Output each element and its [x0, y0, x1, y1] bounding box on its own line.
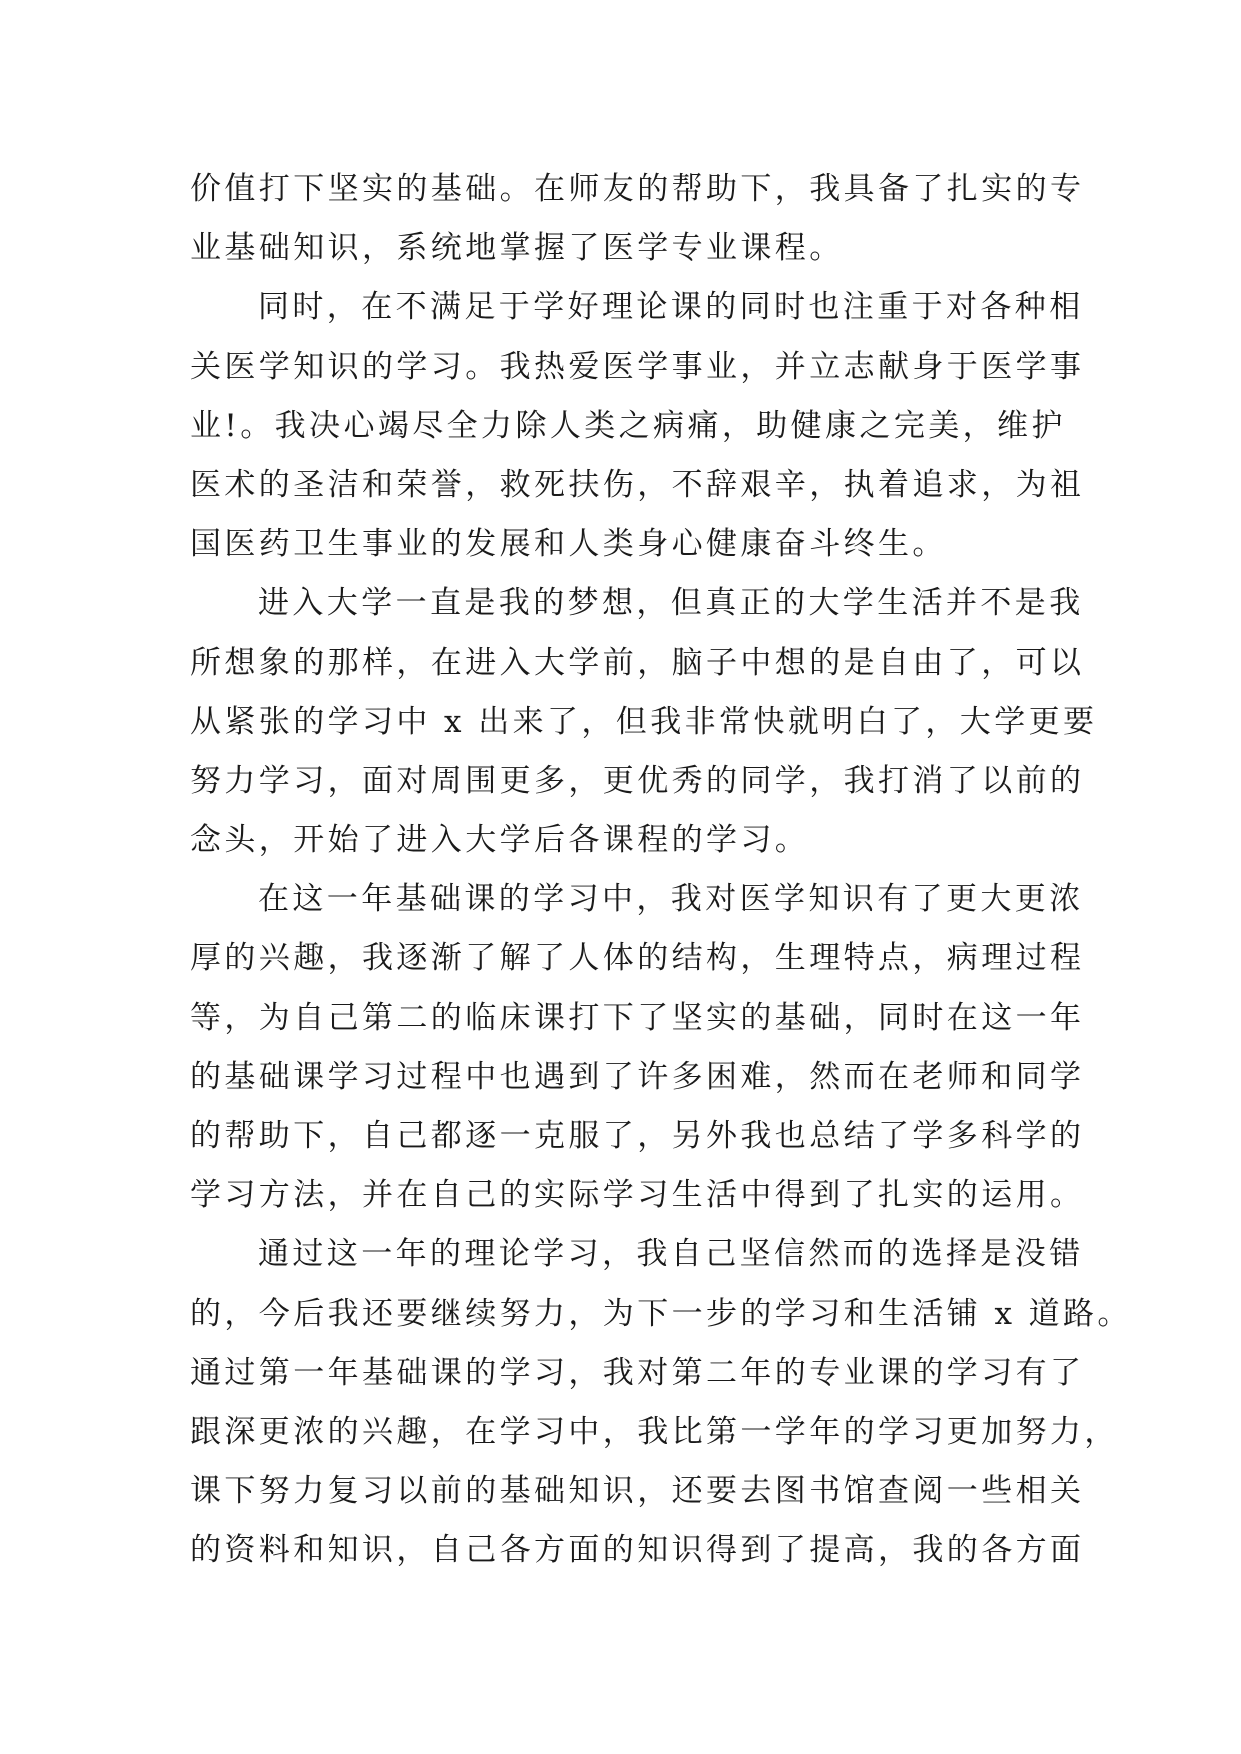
paragraph-start-line: 进入大学一直是我的梦想，但真正的大学生活并不是我	[258, 585, 1084, 622]
text-line: 业基础知识，系统地掌握了医学专业课程。	[190, 230, 844, 267]
text-line: 医术的圣洁和荣誉，救死扶伤，不辞艰辛，执着追求，为祖	[190, 466, 1085, 503]
paragraph-start-line: 在这一年基础课的学习中，我对医学知识有了更大更浓	[258, 881, 1084, 918]
text-line: 跟深更浓的兴趣，在学习中，我比第一学年的学习更加努力，	[190, 1413, 1119, 1450]
text-line: 所想象的那样，在进入大学前，脑子中想的是自由了，可以	[190, 644, 1085, 681]
paragraph-start-line: 通过这一年的理论学习，我自己坚信然而的选择是没错	[258, 1236, 1084, 1273]
text-line: 业!。我决心竭尽全力除人类之病痛，助健康之完美，维护	[190, 407, 1066, 444]
text-line: 关医学知识的学习。我热爱医学事业，并立志献身于医学事	[190, 348, 1085, 385]
text-line: 念头，开始了进入大学后各课程的学习。	[190, 822, 810, 859]
text-line: 价值打下坚实的基础。在师友的帮助下，我具备了扎实的专	[190, 171, 1085, 207]
document-body	[190, 160, 1132, 1581]
text-line: 的，今后我还要继续努力，为下一步的学习和生活铺 x 道路。	[190, 1295, 1132, 1332]
text-line: 厚的兴趣，我逐渐了解了人体的结构，生理特点，病理过程	[190, 940, 1085, 977]
text-line: 的资料和知识，自己各方面的知识得到了提高，我的各方面	[190, 1532, 1085, 1569]
text-line: 的帮助下，自己都逐一克服了，另外我也总结了学多科学的	[190, 1118, 1085, 1154]
text-line: 从紧张的学习中 x 出来了，但我非常快就明白了，大学更要	[190, 703, 1098, 740]
text-line: 学习方法，并在自己的实际学习生活中得到了扎实的运用。	[190, 1177, 1085, 1214]
paragraph-start-line: 同时，在不满足于学好理论课的同时也注重于对各种相	[258, 289, 1084, 326]
text-line: 的基础课学习过程中也遇到了许多困难，然而在老师和同学	[190, 1058, 1085, 1095]
text-line: 课下努力复习以前的基础知识，还要去图书馆查阅一些相关	[190, 1473, 1085, 1510]
text-line: 努力学习，面对周围更多，更优秀的同学，我打消了以前的	[190, 762, 1085, 799]
text-line: 等，为自己第二的临床课打下了坚实的基础，同时在这一年	[190, 999, 1085, 1036]
text-line: 通过第一年基础课的学习，我对第二年的专业课的学习有了	[190, 1354, 1085, 1391]
text-line: 国医药卫生事业的发展和人类身心健康奋斗终生。	[190, 526, 947, 563]
